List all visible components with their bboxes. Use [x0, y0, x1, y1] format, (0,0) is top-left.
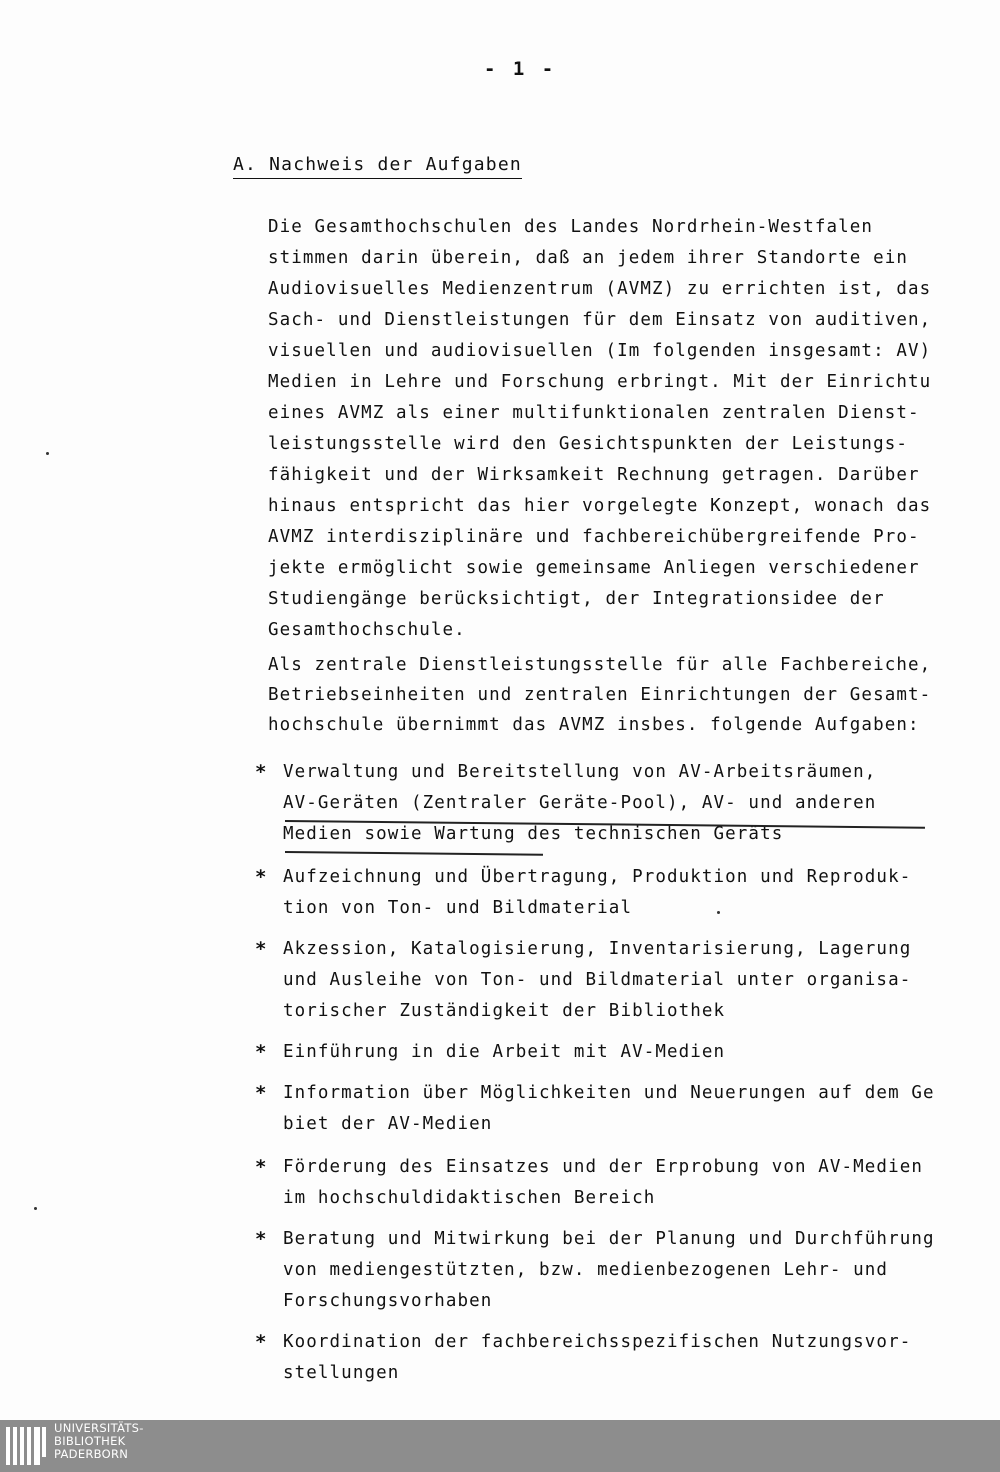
section-heading-prefix: A.	[233, 154, 258, 175]
section-heading-text	[233, 154, 522, 179]
bullet-asterisk: *	[255, 1228, 268, 1250]
scan-speck	[46, 452, 49, 455]
list-item-text: Förderung des Einsatzes und der Erprobung von AV-Medien im hochschuldidaktischen Bereich	[283, 1157, 923, 1208]
list-item-text: Aufzeichnung und Übertragung, Produktion und Reproduk- tion von Ton- und Bildmaterial	[283, 867, 912, 918]
list-item-text: Akzession, Katalogisierung, Inventarisierung, Lagerung und Ausleihe von Ton- und Bildmaterial unter organisa- torischer Zuständigkeit der Bibliothek	[283, 939, 912, 1021]
list-item-text: Beratung und Mitwirkung bei der Planung und Durchführung von mediengestützten, bzw. medienbezogenen Lehr- und Forschungsvorhaben	[283, 1229, 935, 1311]
library-logo-icon	[4, 1423, 48, 1469]
section-heading-title: Nachweis der Aufgaben	[269, 154, 522, 175]
scan-speck	[717, 911, 720, 914]
library-name-line: PADERBORN	[54, 1447, 129, 1461]
library-name	[54, 1422, 144, 1461]
scan-speck	[34, 1207, 37, 1210]
bullet-asterisk: *	[255, 1082, 268, 1104]
bullet-asterisk: *	[255, 866, 268, 888]
bullet-asterisk: *	[255, 1041, 268, 1063]
list-item-text: Verwaltung und Bereitstellung von AV-Arbeitsräumen, AV-Geräten (Zentraler Geräte-Pool), AV- und anderen Medien sowie Wartung des technischen Geräts	[283, 762, 877, 844]
library-name-line: BIBLIOTHEK	[54, 1434, 126, 1448]
list-item-text: Einführung in die Arbeit mit AV-Medien	[283, 1042, 726, 1062]
bullet-asterisk: *	[255, 761, 268, 783]
tasks-intro-paragraph: Als zentrale Dienstleistungsstelle für alle Fachbereiche, Betriebseinheiten und zentralen Einrichtungen der Gesamt- hochschule übernimmt das AVMZ insbes. folgende Aufgaben:	[268, 655, 932, 735]
bullet-asterisk: *	[255, 1156, 268, 1178]
section-heading	[233, 154, 522, 175]
page-number: - 1 -	[484, 58, 557, 80]
list-item-text: Koordination der fachbereichsspezifischen Nutzungsvor- stellungen	[283, 1332, 912, 1383]
library-name-line: UNIVERSITÄTS-	[54, 1421, 144, 1435]
list-item-text: Information über Möglichkeiten und Neuerungen auf dem Ge biet der AV-Medien	[283, 1083, 935, 1134]
bullet-asterisk: *	[255, 938, 268, 960]
bullet-asterisk: *	[255, 1331, 268, 1353]
intro-paragraph: Die Gesamthochschulen des Landes Nordrhein-Westfalen stimmen darin überein, daß an jedem ihrer Standorte ein Audiovisuelles Medienzentrum (AVMZ) zu errichten ist, das Sach- und Dienstleistungen für dem Einsatz von auditiven, visuellen und audiovisuellen (Im folgenden insgesamt: AV) Medien in Lehre und Forschung erbringt. Mit der Einrichtu eines AVMZ als einer multifunktionalen zentralen Dienst- leistungsstelle wird den Gesichtspunkten der Leistungs- fähigkeit und der Wirksamkeit Rechnung getragen. Darüber hinaus entspricht das hier vorgelegte Konzept, wonach das AVMZ interdisziplinäre und fachbereichübergreifende Pro- jekte ermöglicht sowie gemeinsame Anliegen verschiedener Studiengänge berücksichtigt, der Integrationsidee der Gesamthochschule.	[268, 217, 932, 640]
library-footer	[0, 1420, 1000, 1472]
